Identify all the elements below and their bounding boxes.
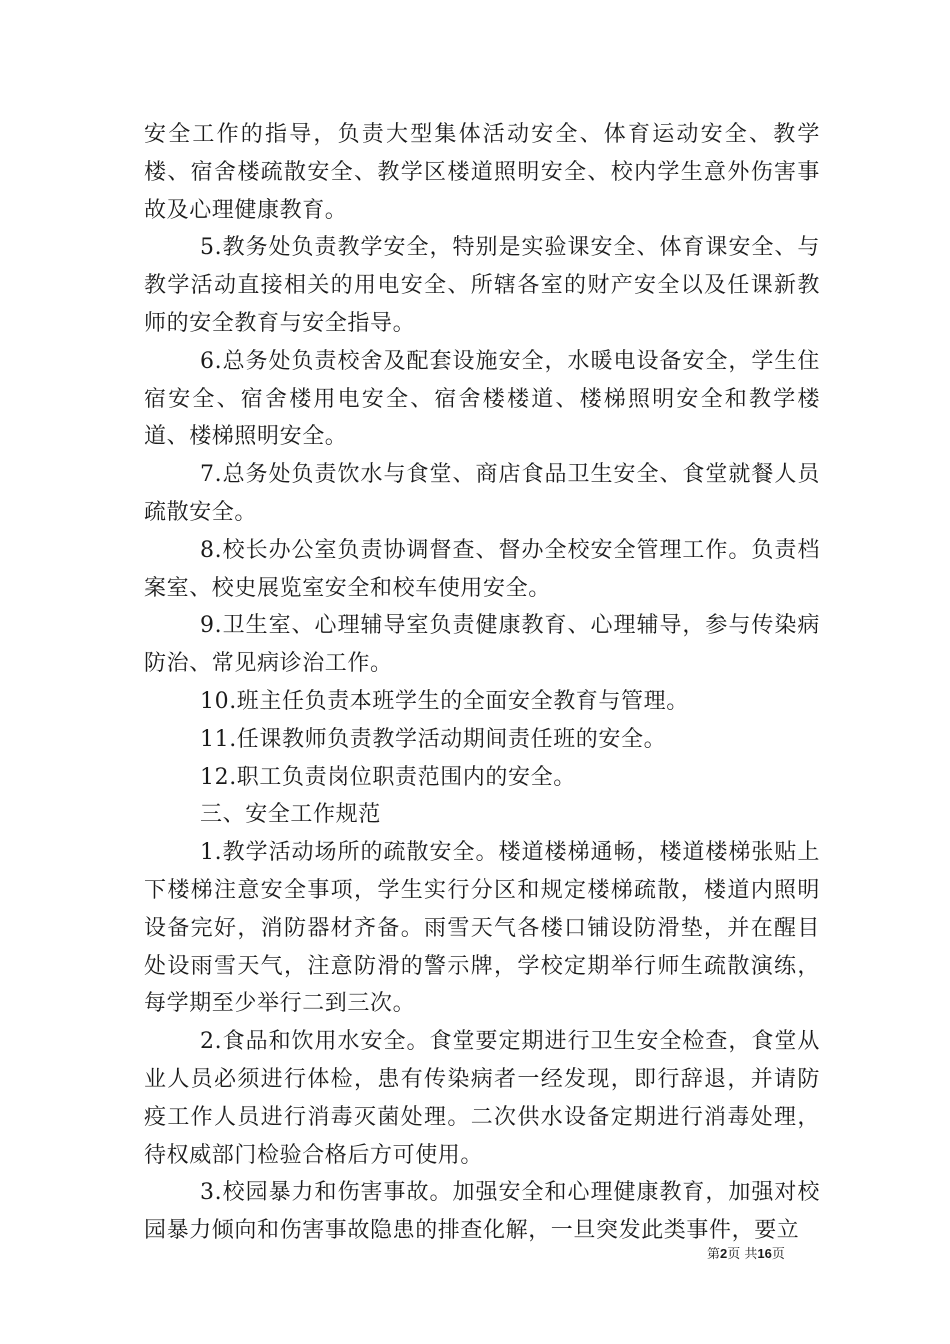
- paragraph: 三、安全工作规范: [200, 802, 381, 828]
- paragraph: 5.教务处负责教学安全，特别是实验课安全、体育课安全、与教学活动直接相关的用电安全、所辖各室的财产安全以及任课新教师的安全教育与安全指导。: [144, 235, 820, 336]
- paragraph: 安全工作的指导，负责大型集体活动安全、体育运动安全、教学楼、宿舍楼疏散安全、教学区楼道照明安全、校内学生意外伤害事故及心理健康教育。: [144, 122, 820, 223]
- paragraph: 11.任课教师负责教学活动期间责任班的安全。: [200, 726, 667, 752]
- document-body: [144, 116, 820, 1250]
- paragraph: 8.校长办公室负责协调督查、督办全校安全管理工作。负责档案室、校史展览室安全和校车使用安全。: [144, 537, 820, 601]
- paragraph: 2.食品和饮用水安全。食堂要定期进行卫生安全检查，食堂从业人员必须进行体检，患有传染病者一经发现，即行辞退，并请防疫工作人员进行消毒灭菌处理。二次供水设备定期进行消毒处理，待权威部门检验合格后方可使用。: [144, 1029, 820, 1168]
- paragraph: 10.班主任负责本班学生的全面安全教育与管理。: [200, 688, 689, 714]
- paragraph: 12.职工负责岗位职责范围内的安全。: [200, 764, 576, 790]
- footer-suffix: 页: [771, 1247, 785, 1262]
- paragraph: 9.卫生室、心理辅导室负责健康教育、心理辅导，参与传染病防治、常见病诊治工作。: [144, 613, 820, 677]
- paragraph: 6.总务处负责校舍及配套设施安全，水暖电设备安全，学生住宿安全、宿舍楼用电安全、宿舍楼楼道、楼梯照明安全和教学楼道、楼梯照明安全。: [144, 348, 820, 450]
- footer-prefix: 第: [707, 1247, 721, 1262]
- paragraph: 1.教学活动场所的疏散安全。楼道楼梯通畅，楼道楼梯张贴上下楼梯注意安全事项，学生实行分区和规定楼梯疏散，楼道内照明设备完好，消防器材齐备。雨雪天气各楼口铺设防滑垫，并在醒目处设雨雪天气，注意防滑的警示牌，学校定期举行师生疏散演练，每学期至少举行二到三次。: [144, 840, 820, 1017]
- footer-middle: 页 共: [727, 1247, 758, 1262]
- total-pages-number: 16: [757, 1246, 772, 1261]
- paragraph: 7.总务处负责饮水与食堂、商店食品卫生安全、食堂就餐人员疏散安全。: [144, 462, 820, 525]
- current-page-number: 2: [720, 1246, 728, 1261]
- paragraph: 3.校园暴力和伤害事故。加强安全和心理健康教育，加强对校园暴力倾向和伤害事故隐患的排查化解，一旦突发此类事件，要立: [144, 1180, 820, 1244]
- page-footer: [707, 1245, 785, 1264]
